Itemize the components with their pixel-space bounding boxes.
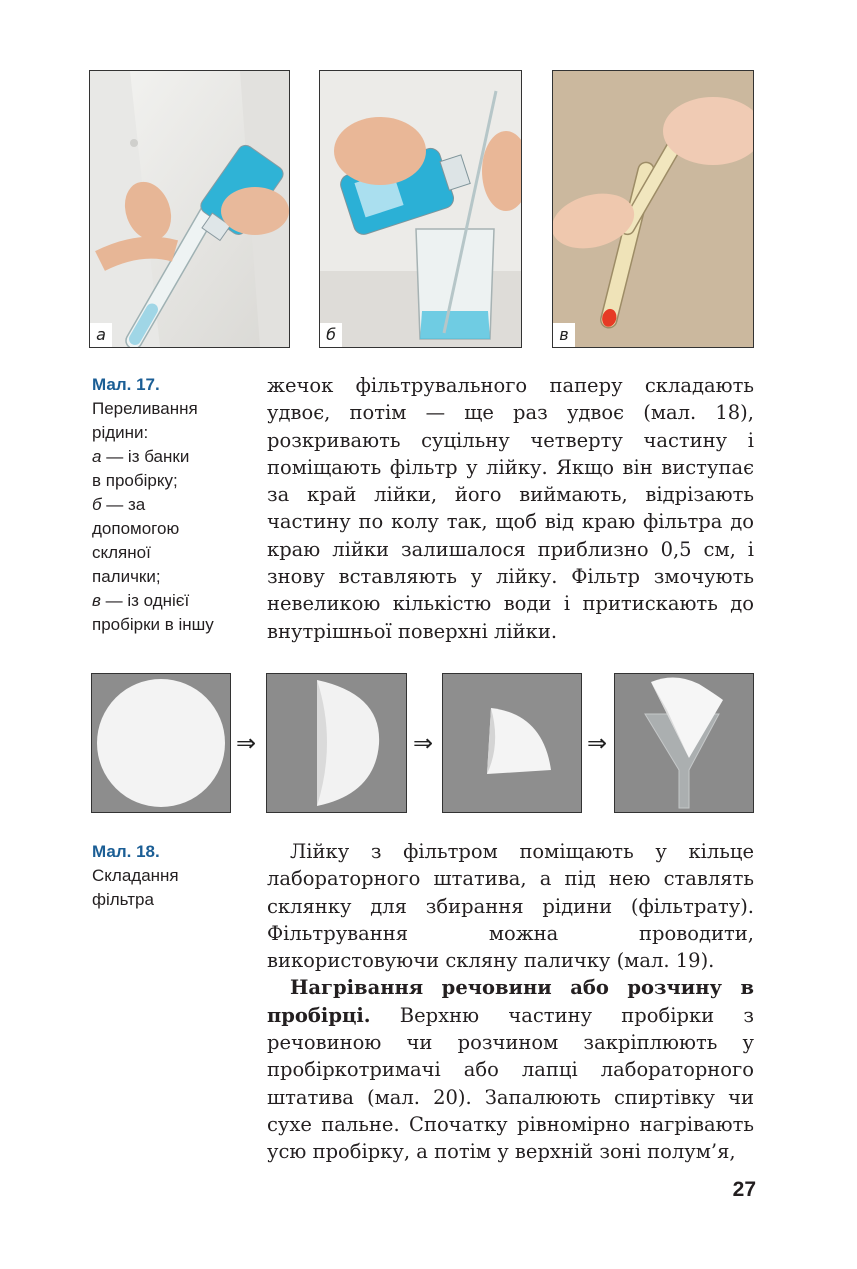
- paragraph-text: жечок фільтрувального паперу складають удвоє, потім — ще раз удвоє (мал. 18), розкривають суцільну четверту частину і поміщають фільтр у лійку. Якщо він виступає за край лійки, його виймають, відрізають частину по колу так, щоб від краю фільтра до краю лійки залишалося приблизно 0,5 см, і знову вставляють у лійку. Фільтр змочують невеликою кількістю води і притискають до внутрішньої поверхні лійки.: [267, 374, 754, 643]
- caption-line: пробірки в іншу: [92, 615, 214, 634]
- panel-label-c: в: [553, 323, 575, 347]
- arrow-icon: ⇒: [412, 729, 434, 757]
- filter-step-funnel: [614, 673, 754, 813]
- figure-17-caption: [92, 373, 252, 637]
- caption-line: рідини:: [92, 423, 149, 442]
- caption-line: Переливання: [92, 399, 198, 418]
- paragraph-text: Лійку з фільтром поміщають у кільце лабораторного штатива, а під нею ставлять склянку для збирання рідини (фільтрату). Фільтрування можна проводити, використовуючи скляну паличку (мал. 19).: [267, 840, 754, 973]
- caption-line: допомогою: [92, 519, 180, 538]
- paragraph-filtration-and-heating: [267, 838, 754, 1166]
- caption-line: фільтра: [92, 890, 154, 909]
- panel-label-b: б: [320, 323, 342, 347]
- caption-line: скляної: [92, 543, 151, 562]
- photo-pouring-from-jar: [89, 70, 290, 348]
- caption-line: Складання: [92, 866, 179, 885]
- caption-line: — із банки: [101, 447, 190, 466]
- filter-step-circle: [91, 673, 231, 813]
- caption-letter: а: [92, 447, 102, 466]
- paragraph-text: Верхню частину пробірки з речовиною чи розчином закріплюють у пробіркотримачі або лапці лабораторного штатива (мал. 20). Запалюють спиртівку чи сухе пальне. Спочатку рівномірно нагрівають усю пробірку, а потім у верхній зоні полум’я,: [267, 1003, 754, 1164]
- arrow-icon: ⇒: [235, 729, 257, 757]
- paragraph-filter-folding: [267, 372, 754, 645]
- photo-tube-to-tube: [552, 70, 754, 348]
- caption-title: Мал. 18.: [92, 842, 160, 861]
- figure-18-caption: [92, 840, 252, 912]
- photo-pouring-with-rod: [319, 70, 522, 348]
- arrow-icon: ⇒: [586, 729, 608, 757]
- caption-line: — за: [101, 495, 146, 514]
- panel-label-a: а: [90, 323, 112, 347]
- filter-step-quarter: [442, 673, 582, 813]
- paragraph-heating: [267, 974, 754, 1165]
- caption-letter: в: [92, 591, 101, 610]
- caption-letter: б: [92, 495, 102, 514]
- filter-step-half: [266, 673, 407, 813]
- paragraph-heading: Нагрівання речовини або розчину в пробірці.: [267, 976, 754, 1027]
- caption-title: Мал. 17.: [92, 375, 160, 394]
- caption-line: в пробірку;: [92, 471, 178, 490]
- page-number: 27: [732, 1178, 756, 1201]
- caption-line: палички;: [92, 567, 161, 586]
- caption-line: — із однієї: [100, 591, 190, 610]
